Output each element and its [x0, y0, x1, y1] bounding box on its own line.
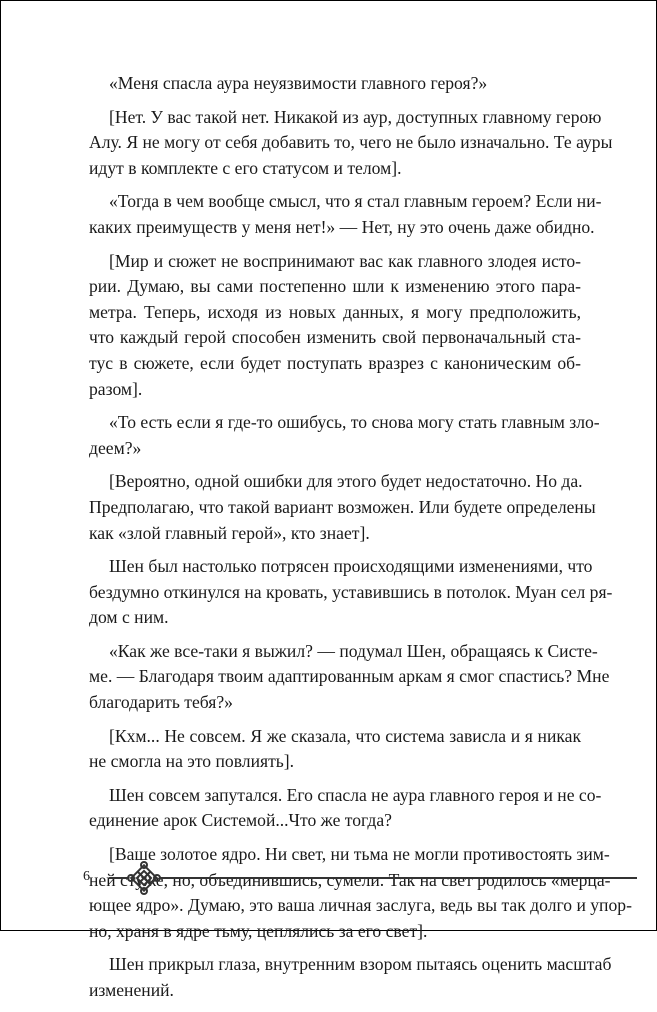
text-line: каких преимуществ у меня нет!» — Нет, ну это очень даже обидно.	[89, 216, 595, 237]
text-line: «То есть если я где-то ошибусь, то снова могу стать главным зло-	[109, 412, 600, 433]
paragraph	[89, 554, 613, 631]
page-number: 6	[83, 869, 90, 884]
text-line: что каждый герой способен изменить свой первоначальный ста-	[89, 327, 581, 348]
text-line: разом].	[89, 378, 143, 399]
text-line: [Нет. У вас такой нет. Никакой из аур, доступных главному герою	[109, 106, 602, 127]
text-line: ющее ядро». Думаю, это ваша личная заслуга, ведь вы так долго и упор-	[89, 895, 632, 916]
paragraph	[89, 639, 610, 716]
text-line: не смогла на это повлиять].	[89, 751, 295, 772]
paragraph	[89, 724, 581, 775]
text-line: «Тогда в чем вообще смысл, что я стал главным героем? Если ни-	[109, 191, 602, 212]
paragraph	[89, 410, 600, 461]
text-line: рии. Думаю, вы сами постепенно шли к изменению этого пара-	[89, 276, 581, 297]
text-line: благодарить тебя?»	[89, 692, 233, 713]
paragraph	[89, 189, 602, 240]
text-line: Алу. Я не могу от себя добавить то, чего не было изначально. Те ауры	[89, 132, 613, 153]
text-line: [Мир и сюжет не воспринимают вас как главного злодея исто-	[109, 250, 581, 271]
text-line: идут в комплекте с его статусом и телом].	[89, 157, 402, 178]
text-line: бездумно откинулся на кровать, уставившись в потолок. Муан сел ря-	[89, 581, 613, 602]
text-line: тус в сюжете, если будет поступать вразрез с каноническим об-	[89, 352, 581, 373]
text-line: ней стуже, но, объединившись, сумели. Так на свет родилось «мерца-	[89, 869, 611, 890]
text-line: как «злой главный герой», кто знает].	[89, 522, 370, 543]
text-line: Предполагаю, что такой вариант возможен. Или будете определены	[89, 496, 596, 517]
text-line: Шен прикрыл глаза, внутренним взором пытаясь оценить масштаб	[109, 954, 612, 975]
text-line: метра. Теперь, исходя из новых данных, я могу предположить,	[89, 301, 581, 322]
paragraph	[89, 469, 596, 546]
text-line: дом с ним.	[89, 607, 169, 628]
text-line: [Вероятно, одной ошибки для этого будет недостаточно. Но да.	[109, 471, 583, 492]
text-line: [Ваше золотое ядро. Ни свет, ни тьма не могли противостоять зим-	[109, 844, 610, 865]
paragraph	[89, 105, 613, 182]
text-line: [Кхм... Не совсем. Я же сказала, что система зависла и я никак	[109, 725, 581, 746]
text-line: изменений.	[89, 980, 174, 1000]
text-line: единение арок Системой...Что же тогда?	[89, 810, 392, 831]
page-footer	[1, 863, 656, 893]
paragraph	[89, 952, 612, 1003]
text-line: деем?»	[89, 437, 142, 458]
paragraph	[89, 783, 602, 834]
paragraph	[89, 71, 581, 97]
text-line: Шен совсем запутался. Его спасла не аура главного героя и не со-	[109, 784, 602, 805]
text-line: но, храня в ядре тьму, цеплялись за его свет].	[89, 920, 428, 941]
text-line: «Как же все-таки я выжил? — подумал Шен, обращаясь к Систе-	[109, 640, 598, 661]
paragraph	[89, 842, 632, 944]
text-line: «Меня спасла аура неуязвимости главного героя?»	[109, 73, 488, 93]
paragraph	[89, 249, 581, 403]
endless-knot-icon	[109, 863, 639, 893]
text-line: Шен был настолько потрясен происходящими изменениями, что	[109, 556, 593, 577]
text-line: ме. — Благодаря твоим адаптированным аркам я смог спастись? Мне	[89, 666, 610, 687]
